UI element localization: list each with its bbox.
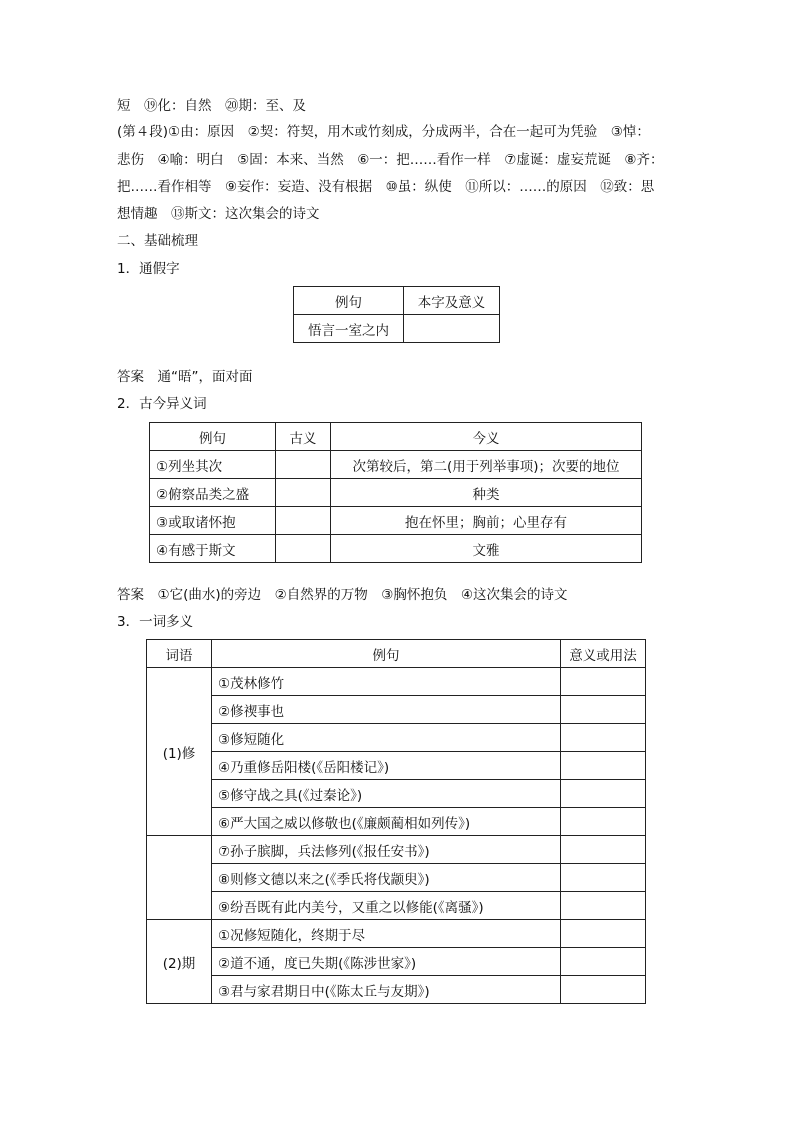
answer-cell [561, 836, 646, 864]
table-cell [276, 535, 331, 563]
table-cell [276, 451, 331, 479]
table-row [147, 752, 646, 780]
table-cell: ④有感于斯文 [150, 535, 276, 563]
table-cell [276, 479, 331, 507]
section-title: 二、基础梳理 [117, 233, 198, 249]
table-header-row [147, 640, 646, 668]
table-cell: ⑦孙子膑脚，兵法修列(《报任安书》) [212, 836, 561, 864]
part1-answer: 答案 通“晤”，面对面 [117, 369, 253, 385]
table-cell: 次第较后，第二(用于列举事项)；次要的地位 [331, 451, 642, 479]
table-row [294, 315, 500, 343]
part2-answer: 答案 ①它(曲水)的旁边 ②自然界的万物 ③胸怀抱负 ④这次集会的诗文 [117, 587, 568, 603]
table-header-row [150, 423, 642, 451]
table-cell: ⑨纷吾既有此内美兮，又重之以修能(《离骚》) [212, 892, 561, 920]
table-row [147, 864, 646, 892]
table-cell: ②道不通，度已失期(《陈涉世家》) [212, 948, 561, 976]
table-cell: ③君与家君期日中(《陈太丘与友期》) [212, 976, 561, 1004]
answer-cell [561, 780, 646, 808]
answer-cell [561, 808, 646, 836]
table-cell: ③或取诸怀抱 [150, 507, 276, 535]
table-cell: ①况修短随化，终期于尽 [212, 920, 561, 948]
table-row [150, 451, 642, 479]
table-cell: ⑤修守战之具(《过秦论》) [212, 780, 561, 808]
table-header: 例句 [294, 287, 404, 315]
table-header: 今义 [331, 423, 642, 451]
word-cell-qi: (2)期 [147, 920, 212, 1004]
note-line-3: 悲伤 ④喻：明白 ⑤固：本来、当然 ⑥一：把……看作一样 ⑦虚诞：虚妄荒诞 ⑧齐： [117, 152, 664, 168]
table-cell: ①茂林修竹 [212, 668, 561, 696]
answer-cell [561, 920, 646, 948]
answer-cell [561, 696, 646, 724]
table-row [147, 780, 646, 808]
note-line-5: 想情趣 ⑬斯文：这次集会的诗文 [117, 206, 320, 222]
table-header-row [294, 287, 500, 315]
answer-cell [561, 948, 646, 976]
table-row [150, 507, 642, 535]
word-cell-xiu: (1)修 [147, 668, 212, 836]
table-row [147, 808, 646, 836]
table-cell: 种类 [331, 479, 642, 507]
note-line-1: 短 ⑲化：自然 ⑳期：至、及 [117, 98, 306, 114]
table-row [147, 976, 646, 1004]
tongjia-table [293, 286, 500, 343]
table-header: 例句 [212, 640, 561, 668]
table-row [147, 696, 646, 724]
part1-title: 1．通假字 [117, 261, 180, 277]
table-header: 例句 [150, 423, 276, 451]
table-cell: ②俯察品类之盛 [150, 479, 276, 507]
table-cell [404, 315, 500, 343]
table-cell: ②修禊事也 [212, 696, 561, 724]
answer-cell [561, 752, 646, 780]
part2-title: 2．古今异义词 [117, 396, 207, 412]
table-row [147, 920, 646, 948]
part3-title: 3．一词多义 [117, 614, 194, 630]
answer-cell [561, 864, 646, 892]
table-cell: ⑧则修文德以来之(《季氏将伐颛臾》) [212, 864, 561, 892]
yiciduoyi-table [146, 639, 646, 1004]
table-row [150, 535, 642, 563]
note-line-2: (第４段)①由：原因 ②契：符契，用木或竹刻成，分成两半，合在一起可为凭验 ③悼： [117, 124, 650, 140]
table-cell: 抱在怀里；胸前；心里存有 [331, 507, 642, 535]
answer-cell [561, 724, 646, 752]
table-row [147, 892, 646, 920]
table-header: 本字及意义 [404, 287, 500, 315]
table-row [147, 724, 646, 752]
table-cell: 文雅 [331, 535, 642, 563]
table-row [147, 668, 646, 696]
table-cell: ③修短随化 [212, 724, 561, 752]
word-cell-empty [147, 836, 212, 920]
table-row [150, 479, 642, 507]
table-row [147, 948, 646, 976]
table-cell: ⑥严大国之威以修敬也(《廉颇蔺相如列传》) [212, 808, 561, 836]
table-cell [276, 507, 331, 535]
table-header: 词语 [147, 640, 212, 668]
table-header: 古义 [276, 423, 331, 451]
answer-cell [561, 668, 646, 696]
note-line-4: 把……看作相等 ⑨妄作：妄造、没有根据 ⑩虽：纵使 ⑪所以：……的原因 ⑫致：思 [117, 179, 655, 195]
answer-cell [561, 892, 646, 920]
table-cell: 悟言一室之内 [294, 315, 404, 343]
gujin-table [149, 422, 642, 563]
answer-cell [561, 976, 646, 1004]
table-row [147, 836, 646, 864]
table-cell: ④乃重修岳阳楼(《岳阳楼记》) [212, 752, 561, 780]
table-header: 意义或用法 [561, 640, 646, 668]
table-cell: ①列坐其次 [150, 451, 276, 479]
